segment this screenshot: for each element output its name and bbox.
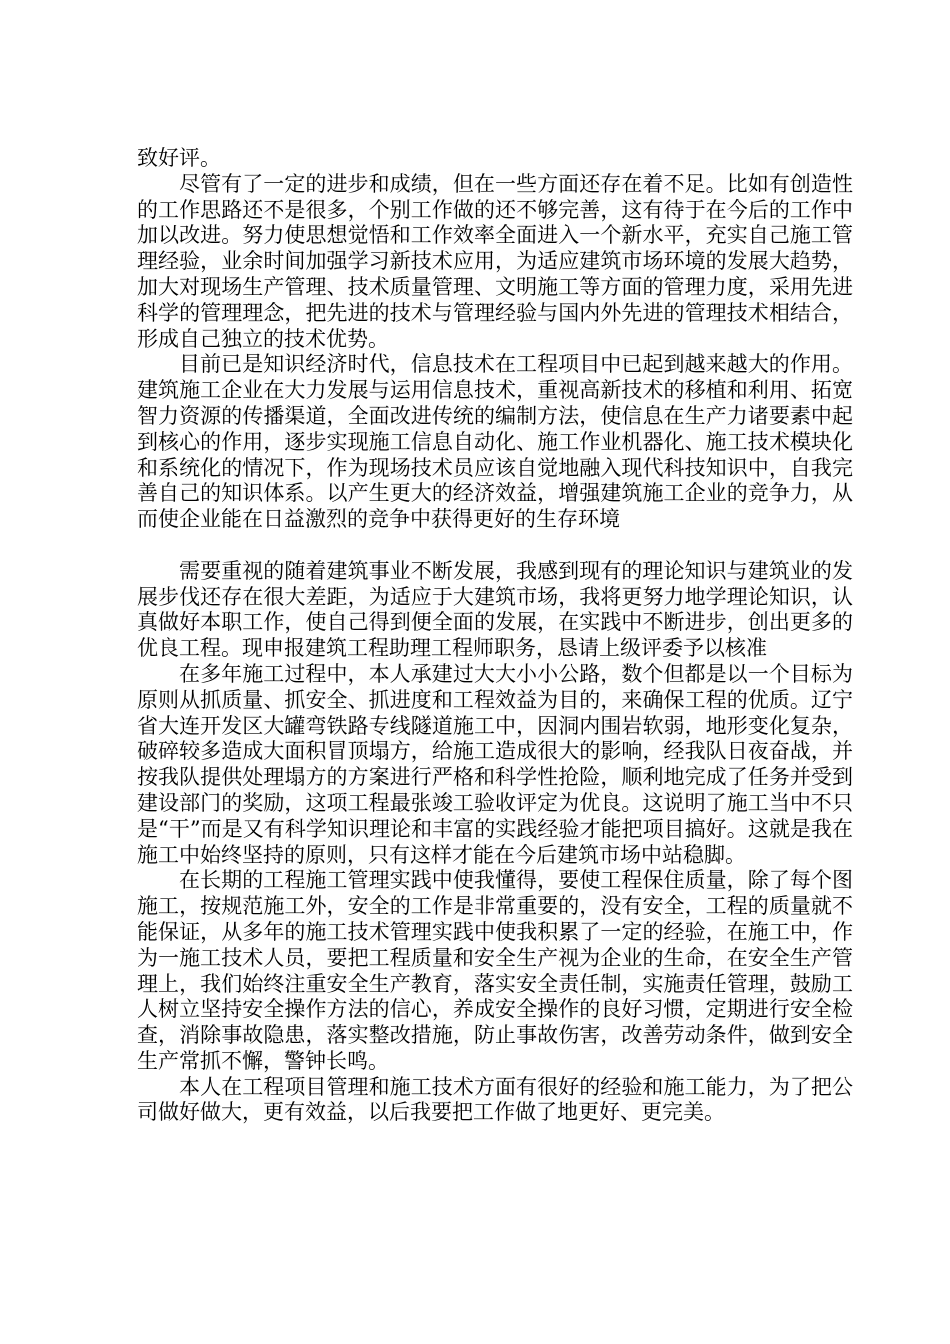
paragraph-construction-experience: 在多年施工过程中，本人承建过大大小小公路，数个但都是以一个目标为原则从抓质量、抓安全、抓进度和工程效益为目的，来确保工程的优质。辽宁省大连开发区大罐弯铁路专线隧道施工中，因洞内围岩软弱，地形变化复杂，破碎较多造成大面积冒顶塌方，给施工造成很大的影响，经我队日夜奋战，并按我队提供处理塌方的方案进行严格和科学性抢险，顺利地完成了任务并受到建设部门的奖励，这项工程最张竣工验收评定为优良。这说明了施工当中不只是“干”而是又有科学知识理论和丰富的实践经验才能把项目搞好。这就是我在施工中始终坚持的原则，只有这样才能在今后建筑市场中站稳脚。 [137, 661, 853, 867]
paragraph-spacer [137, 533, 853, 559]
document-body [137, 146, 853, 1126]
paragraph-conclusion: 本人在工程项目管理和施工技术方面有很好的经验和施工能力，为了把公司做好做大，更有效益，以后我要把工作做了地更好、更完美。 [137, 1074, 853, 1125]
paragraph-safety-management: 在长期的工程施工管理实践中使我懂得，要使工程保住质量，除了每个图施工，按规范施工外，安全的工作是非常重要的，没有安全，工程的质量就不能保证，从多年的施工技术管理实践中使我积累了一定的经验，在施工中，作为一施工技术人员，要把工程质量和安全生产视为企业的生命，在安全生产管理上，我们始终注重安全生产教育，落实安全责任制，实施责任管理，鼓励工人树立坚持安全操作方法的信心，养成安全操作的良好习惯，定期进行安全检查，消除事故隐患，落实整改措施，防止事故伤害，改善劳动条件，做到安全生产常抓不懈，警钟长鸣。 [137, 868, 853, 1073]
paragraph-application: 需要重视的随着建筑事业不断发展，我感到现有的理论知识与建筑业的发展步伐还存在很大差距，为适应于大建筑市场，我将更努力地学理论知识，认真做好本职工作，使自己得到便全面的发展，在实践中不断进步，创出更多的优良工程。现申报建筑工程助理工程师职务，恳请上级评委予以核准 [137, 558, 853, 661]
paragraph-closing-fragment: 致好评。 [137, 146, 221, 170]
paragraph-shortcomings: 尽管有了一定的进步和成绩，但在一些方面还存在着不足。比如有创造性的工作思路还不是很多，个别工作做的还不够完善，这有待于在今后的工作中加以改进。努力使思想觉悟和工作效率全面进入一个新水平，充实自己施工管理经验，业余时间加强学习新技术应用，为适应建筑市场环境的发展大趋势，加大对现场生产管理、技术质量管理、文明施工等方面的管理力度，采用先进科学的管理理念，把先进的技术与管理经验与国内外先进的管理技术相结合，形成自己独立的技术优势。 [137, 171, 853, 351]
paragraph-information-technology: 目前已是知识经济时代，信息技术在工程项目中已起到越来越大的作用。建筑施工企业在大力发展与运用信息技术，重视高新技术的移植和利用、拓宽智力资源的传播渠道，全面改进传统的编制方法，使信息在生产力诸要素中起到核心的作用，逐步实现施工信息自动化、施工作业机器化、施工技术模块化和系统化的情况下，作为现场技术员应该自觉地融入现代科技知识中，自我完善自己的知识体系。以产生更大的经济效益，增强建筑施工企业的竞争力，从而使企业能在日益激烈的竞争中获得更好的生存环境 [137, 352, 853, 532]
